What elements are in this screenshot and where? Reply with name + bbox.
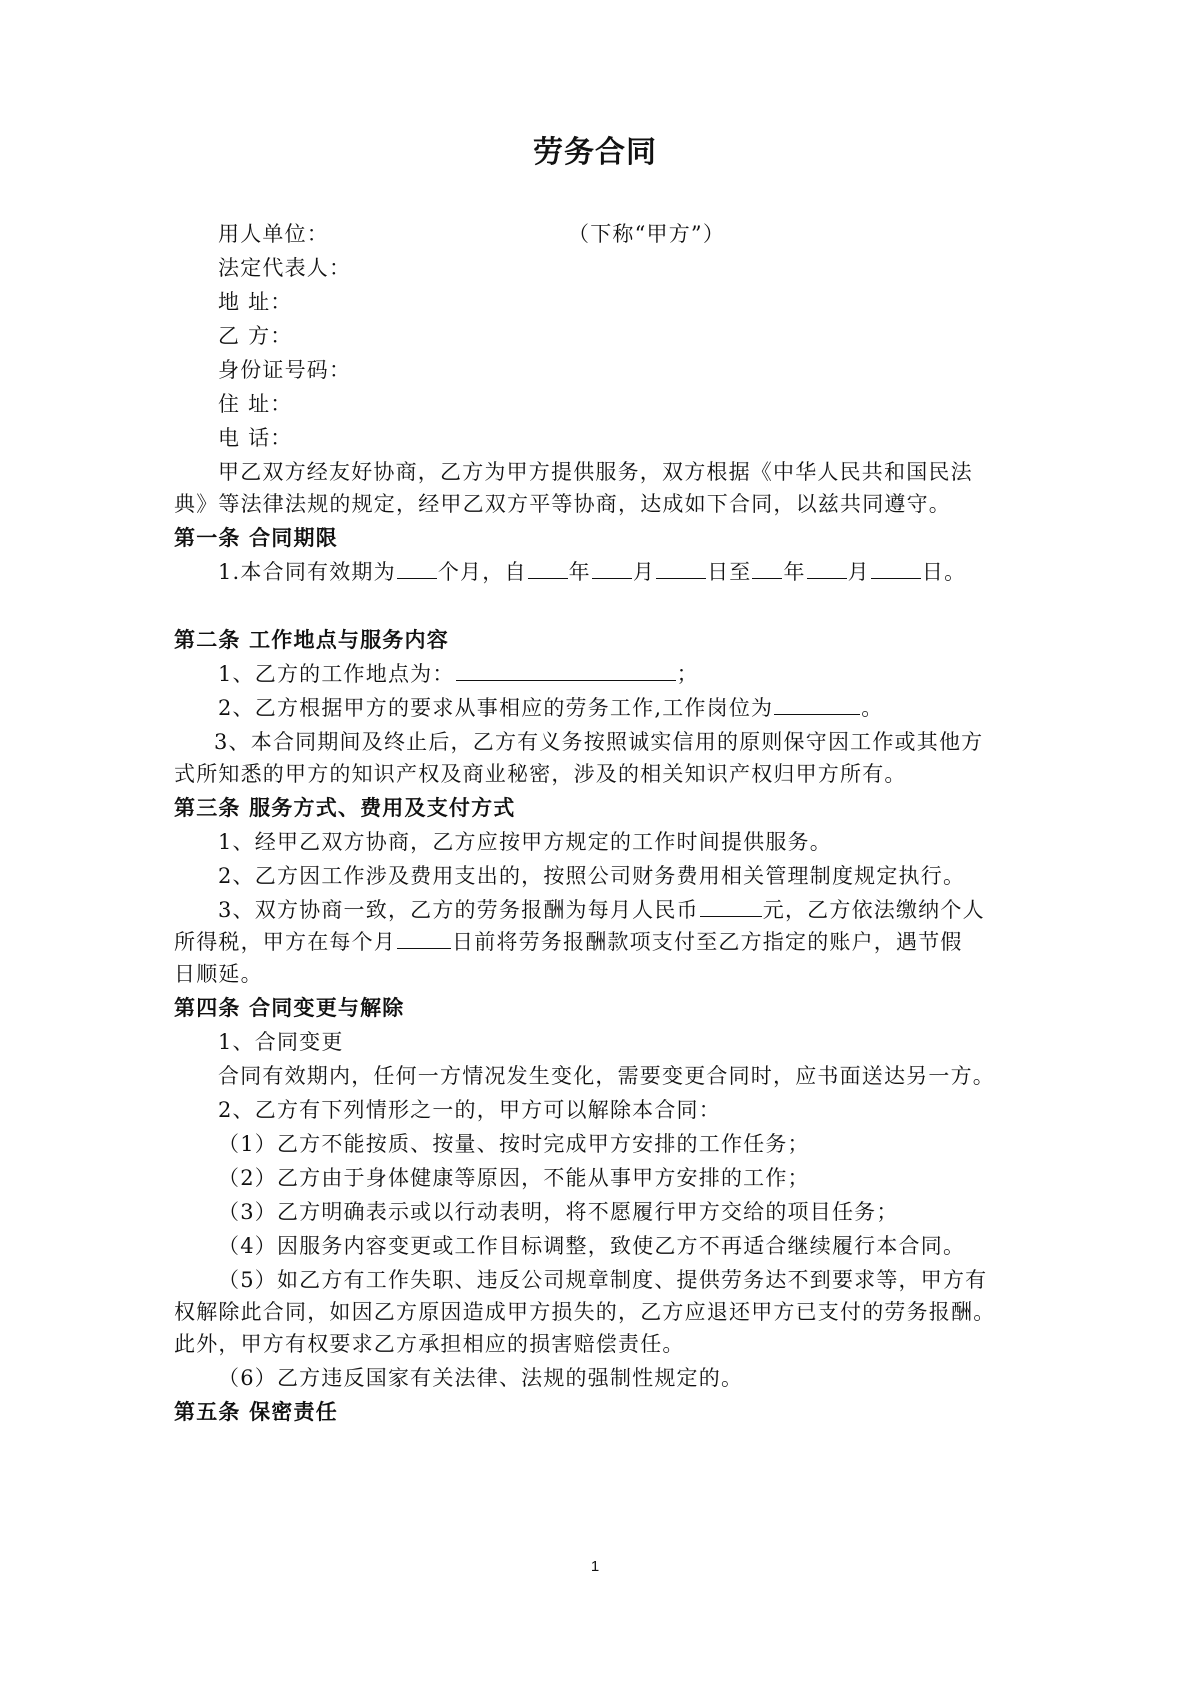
article-3-heading: 第三条 服务方式、费用及支付方式: [174, 795, 516, 820]
start-month-blank: [592, 560, 632, 579]
termination-item-5-line-3: 此外，甲方有权要求乙方承担相应的损害赔偿责任。: [174, 1332, 685, 1356]
article-4-section-2: 2、乙方有下列情形之一的，甲方可以解除本合同：: [218, 1098, 721, 1122]
article-4-heading: 第四条 合同变更与解除: [174, 995, 405, 1020]
termination-item-1: （1）乙方不能按质、按量、按时完成甲方安排的工作任务；: [218, 1132, 810, 1156]
phone-label: 电 话：: [218, 426, 293, 450]
article-3-item-3-line-2: [174, 926, 963, 958]
article-1-term: [218, 556, 966, 588]
position-text: 2、乙方根据甲方的要求从事相应的劳务工作,工作岗位为: [218, 696, 774, 720]
article-2-item-1: [218, 658, 699, 690]
article-3-item-3-line-1: [218, 894, 985, 926]
months-blank: [397, 560, 437, 579]
employer-label: 用人单位：: [218, 222, 329, 246]
start-day-blank: [656, 560, 706, 579]
article-4-section-1: 1、合同变更: [218, 1030, 344, 1054]
term-text-h: 日。: [921, 560, 967, 584]
article-1-heading: 第一条 合同期限: [174, 525, 338, 550]
end-year-blank: [752, 560, 782, 579]
term-text-e: 日至: [707, 560, 752, 584]
article-4-section-1-text: 合同有效期内，任何一方情况发生变化，需要变更合同时，应书面送达另一方。: [218, 1064, 995, 1088]
termination-item-3: （3）乙方明确表示或以行动表明，将不愿履行甲方交给的项目任务；: [218, 1200, 899, 1224]
id-number-label: 身份证号码：: [218, 358, 352, 382]
end-month-blank: [807, 560, 847, 579]
intro-line-2: 典》等法律法规的规定，经甲乙双方平等协商，达成如下合同，以兹共同遵守。: [174, 492, 951, 516]
monthly-pay-blank: [700, 898, 762, 917]
workplace-blank: [456, 662, 676, 681]
term-text-a: 1.本合同有效期为: [218, 560, 396, 584]
position-blank: [774, 696, 860, 715]
start-year-blank: [528, 560, 568, 579]
pay-text-d: 日前将劳务报酬款项支付至乙方指定的账户，遇节假: [452, 930, 963, 954]
termination-item-6: （6）乙方违反国家有关法律、法规的强制性规定的。: [218, 1366, 744, 1390]
page-number: 1: [590, 1558, 600, 1575]
end-day-blank: [871, 560, 921, 579]
termination-item-5-line-1: （5）如乙方有工作失职、违反公司规章制度、提供劳务达不到要求等，甲方有: [218, 1268, 988, 1292]
workplace-end: ；: [676, 662, 699, 686]
article-3-item-2: 2、乙方因工作涉及费用支出的，按照公司财务费用相关管理制度规定执行。: [218, 864, 966, 888]
term-text-f: 年: [783, 560, 806, 584]
pay-text-c: 所得税，甲方在每个月: [174, 930, 396, 954]
term-text-g: 月: [847, 560, 870, 584]
workplace-text: 1、乙方的工作地点为：: [218, 662, 455, 686]
article-2-item-2: [218, 692, 883, 724]
party-b-label: 乙 方：: [218, 324, 293, 348]
article-2-item-3-line-2: 式所知悉的甲方的知识产权及商业秘密，涉及的相关知识产权归甲方所有。: [174, 762, 907, 786]
article-3-item-1: 1、经甲乙双方协商，乙方应按甲方规定的工作时间提供服务。: [218, 830, 832, 854]
pay-day-blank: [397, 930, 451, 949]
pay-text-a: 3、双方协商一致，乙方的劳务报酬为每月人民币: [218, 898, 699, 922]
intro-line-1: 甲乙双方经友好协商，乙方为甲方提供服务，双方根据《中华人民共和国民法: [218, 460, 973, 484]
address-label: 地 址：: [218, 290, 293, 314]
employer-alias: （下称“甲方”）: [568, 222, 726, 246]
document-title: 劳务合同: [533, 135, 657, 170]
article-5-heading: 第五条 保密责任: [174, 1399, 338, 1424]
termination-item-5-line-2: 权解除此合同，如因乙方原因造成甲方损失的，乙方应退还甲方已支付的劳务报酬。: [174, 1300, 996, 1324]
position-end: 。: [861, 696, 884, 720]
termination-item-2: （2）乙方由于身体健康等原因，不能从事甲方安排的工作；: [218, 1166, 810, 1190]
term-text-c: 年: [568, 560, 591, 584]
article-2-heading: 第二条 工作地点与服务内容: [174, 627, 449, 652]
pay-text-b: 元，乙方依法缴纳个人: [762, 898, 985, 922]
termination-item-4: （4）因服务内容变更或工作目标调整，致使乙方不再适合继续履行本合同。: [218, 1234, 966, 1258]
term-text-d: 月: [632, 560, 656, 584]
article-3-item-3-line-3: 日顺延。: [174, 962, 263, 986]
article-2-item-3-line-1: 3、本合同期间及终止后，乙方有义务按照诚实信用的原则保守因工作或其他方: [214, 730, 984, 754]
term-text-b: 个月，自: [437, 560, 527, 584]
residence-label: 住 址：: [218, 392, 293, 416]
legal-rep-label: 法定代表人：: [218, 256, 352, 280]
